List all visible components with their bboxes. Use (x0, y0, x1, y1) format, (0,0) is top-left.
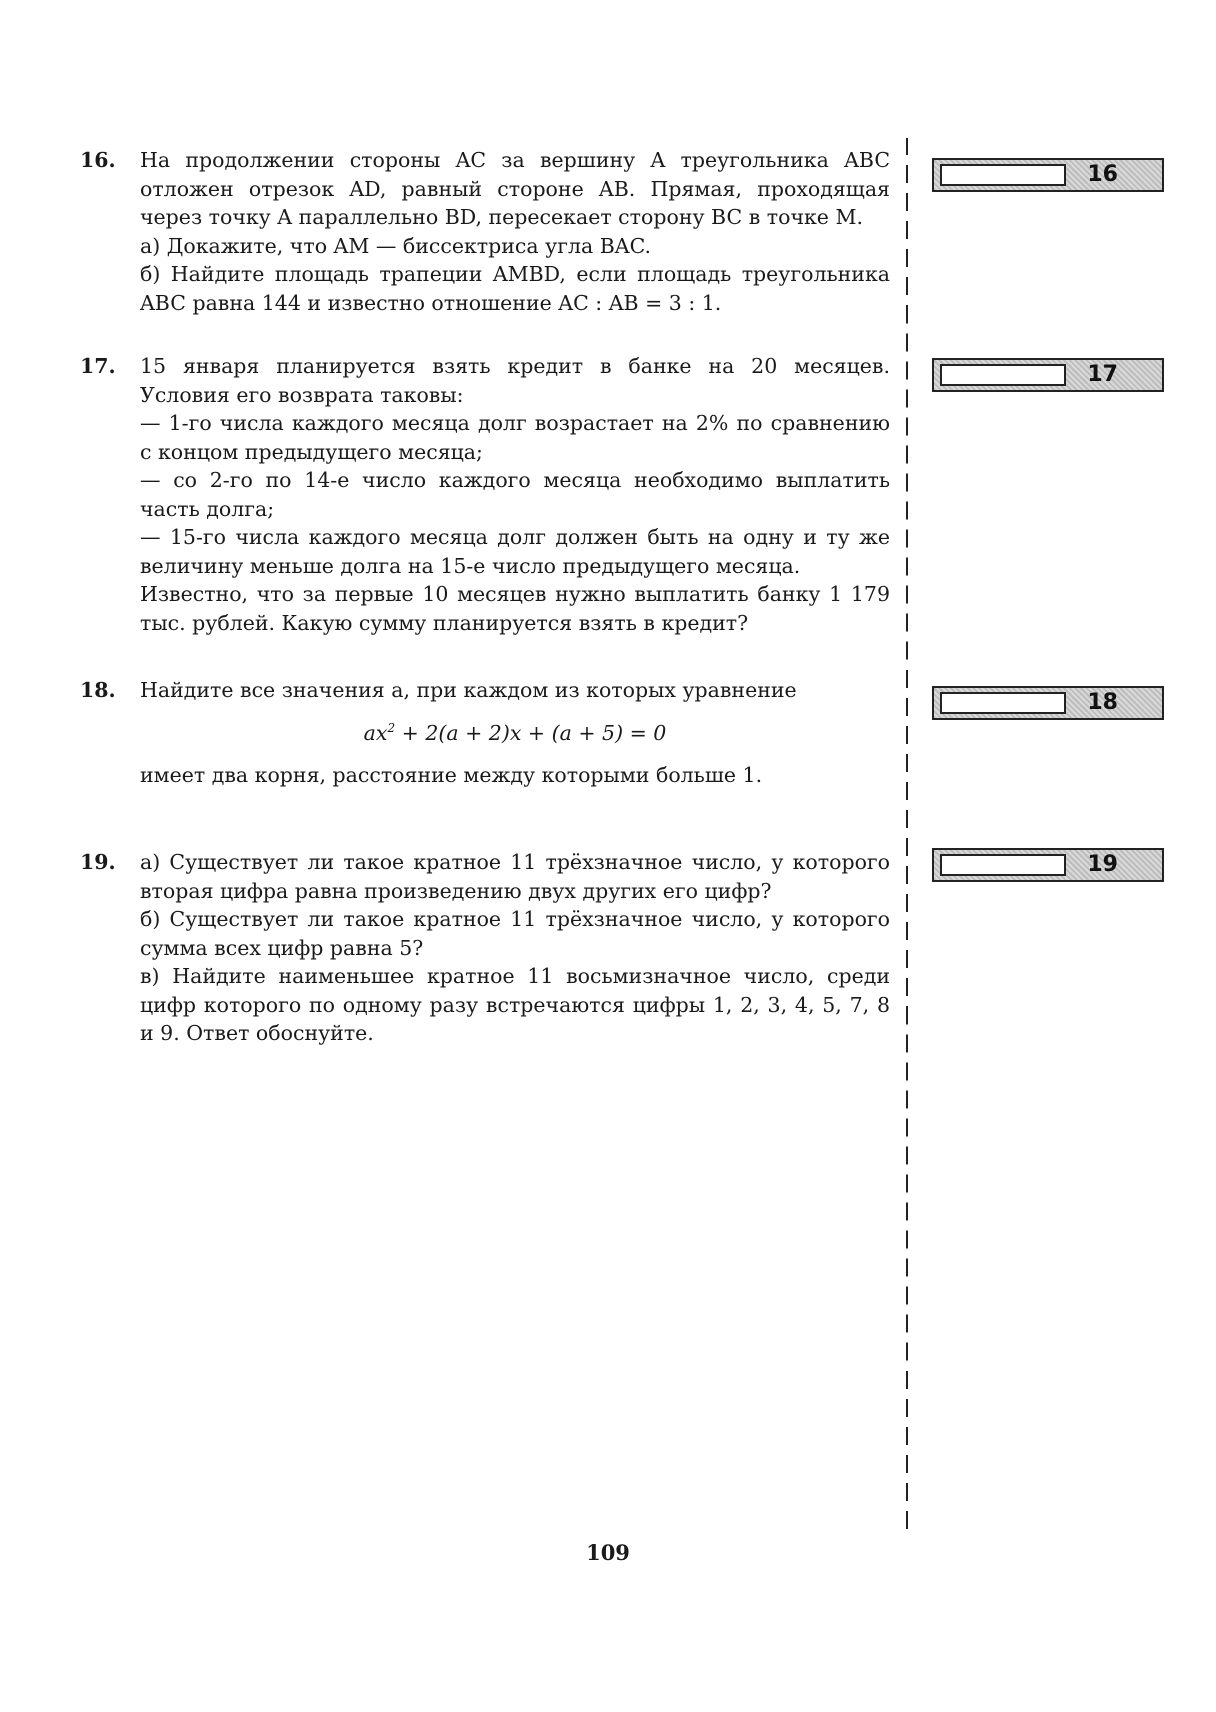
task-number: 17. (80, 354, 116, 378)
answer-field[interactable] (940, 854, 1066, 876)
answer-box-16 (932, 158, 1164, 192)
task-paragraph: имеет два корня, расстояние между которыми больше 1. (140, 763, 763, 787)
task-18 (80, 676, 890, 790)
answer-box-17 (932, 358, 1164, 392)
page-number: 109 (586, 1540, 630, 1565)
answer-box-label: 18 (1087, 690, 1118, 715)
task-paragraph: а) Существует ли такое кратное 11 трёхзначное число, у которого вторая цифра равна произведению двух других его цифр? (140, 850, 890, 903)
equation-part: ax (363, 720, 388, 745)
task-17 (80, 352, 890, 637)
task-text (140, 848, 890, 1048)
task-paragraph: в) Найдите наименьшее кратное 11 восьмизначное число, среди цифр которого по одному разу встречаются цифры 1, 2, 3, 4, 5, 7, 8 и 9. Ответ обоснуйте. (140, 964, 890, 1045)
task-text (140, 146, 890, 317)
cut-line (906, 138, 908, 1538)
answer-field[interactable] (940, 364, 1066, 386)
task-paragraph: Известно, что за первые 10 месяцев нужно выплатить банку 1 179 тыс. рублей. Какую сумму планируется взять в кредит? (140, 582, 890, 635)
answer-box-19 (932, 848, 1164, 882)
answer-box-label: 17 (1087, 362, 1118, 387)
task-text (140, 352, 890, 637)
task-paragraph: б) Существует ли такое кратное 11 трёхзначное число, у которого сумма всех цифр равна 5? (140, 907, 890, 960)
task-text (140, 676, 890, 790)
task-number: 16. (80, 148, 116, 172)
answer-field[interactable] (940, 164, 1066, 186)
answer-field[interactable] (940, 692, 1066, 714)
task-paragraph: 15 января планируется взять кредит в банке на 20 месяцев. Условия его возврата таковы: (140, 354, 890, 407)
equation (140, 719, 890, 748)
task-paragraph: а) Докажите, что AM — биссектриса угла BAC. (140, 233, 652, 258)
task-paragraph: б) Найдите площадь трапеции AMBD, если площадь треугольника ABC равна 144 и известно отношение AC : AB = 3 : 1. (140, 262, 890, 315)
task-number: 18. (80, 678, 116, 702)
task-19 (80, 848, 890, 1048)
task-paragraph: — 15-го числа каждого месяца долг должен быть на одну и ту же величину меньше долга на 15-е число предыдущего месяца. (140, 525, 890, 578)
task-16 (80, 146, 890, 317)
task-paragraph: — 1-го числа каждого месяца долг возрастает на 2% по сравнению с концом предыдущего месяца; (140, 411, 890, 464)
answer-box-label: 16 (1087, 162, 1118, 187)
answer-box-label: 19 (1087, 852, 1118, 877)
answer-box-18 (932, 686, 1164, 720)
task-number: 19. (80, 850, 116, 874)
task-paragraph: — со 2-го по 14-е число каждого месяца необходимо выплатить часть долга; (140, 468, 890, 521)
task-paragraph: На продолжении стороны AC за вершину A треугольника ABC отложен отрезок AD, равный стороне AB. Прямая, проходящая через точку A параллельно BD, пересекает сторону BC в точке M. (140, 148, 890, 229)
equation-part: + 2(a + 2)x + (a + 5) = 0 (395, 720, 667, 745)
task-paragraph: Найдите все значения a, при каждом из которых уравнение (140, 678, 797, 702)
equation-exponent: 2 (387, 720, 396, 735)
